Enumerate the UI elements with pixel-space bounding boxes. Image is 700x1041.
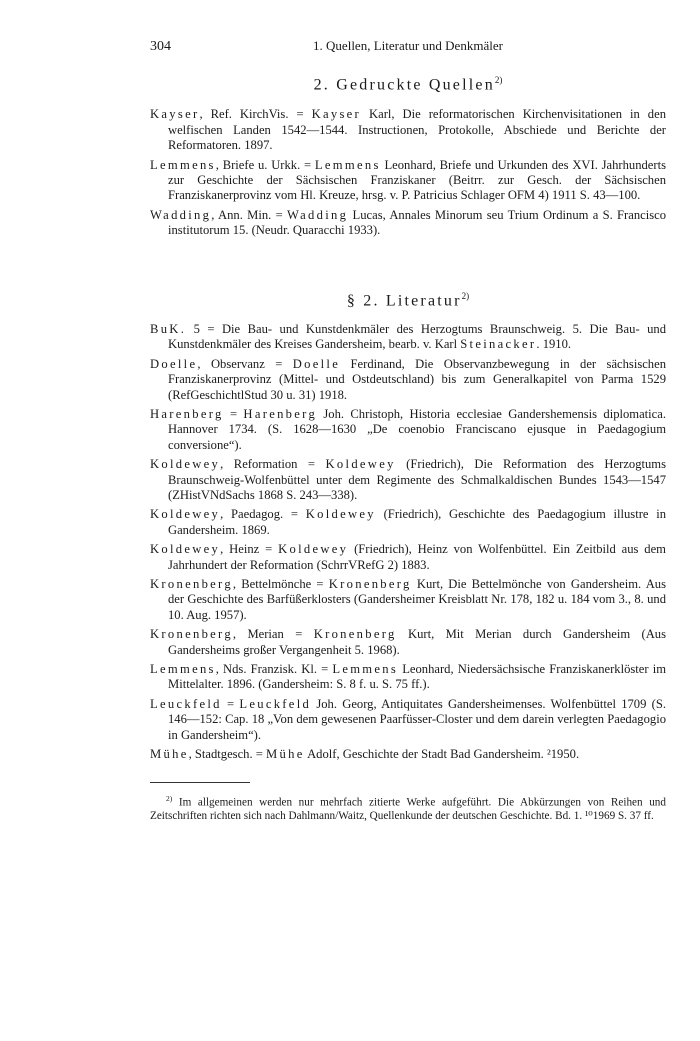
entry-key: Doelle [150,356,198,371]
entry-text: Leonhard, Briefe und Urkunden des XVI. Jahrhunderts zur Geschichte der Sächsischen Franziskaner (Beitrr. zur Gesch. der Sächsischen Franziskanerprovinz vom Hl. Kreuze, hrsg. v. P. Patricius Schlager OFM 4) 1911 S. 43—100. [168,157,666,203]
entry-author: Lemmens [332,662,399,677]
footnote-marker: 2) [166,794,173,804]
bibliography-entry [150,107,666,153]
entry-author: Harenberg [243,406,318,421]
bibliography-entry [150,407,666,453]
entry-author: Steinacker [460,337,537,352]
entry-author: Kayser [311,107,362,122]
page-number: 304 [150,39,171,54]
entry-author: Mühe [266,747,305,762]
section-title: 2. Gedruckte Quellen [313,76,495,94]
bibliography-entry [150,662,666,693]
entry-key: Lemmens [150,662,216,677]
entry-author: Leuckfeld [239,696,312,711]
entry-text: Kurt, Mit Merian durch Gandersheim (Aus Gandersheims großer Vergangenheit 5. 1968). [168,627,666,657]
entry-text: (Friedrich), Heinz von Wolfenbüttel. Ein Zeitbild aus dem Jahrhundert der Reformation (SchrrVRefG 2) 1883. [168,542,666,572]
entry-key: BuK. [150,321,187,336]
entry-key: Mühe [150,747,189,762]
bibliography-entry [150,627,666,658]
entry-text: Leonhard, Niedersächsische Franziskanerklöster im Mittelalter. 1896. (Gandersheim: S. 8 f. u. S. 75 ff.). [168,662,667,692]
running-head [150,38,666,58]
entry-key: Harenberg [150,406,224,421]
footnote-ref: 2) [494,75,503,85]
bibliography-entry [150,208,666,239]
entry-abbrev: = [221,696,240,711]
entry-author: Koldewey [278,542,349,557]
entry-text: Lucas, Annales Minorum seu Trium Ordinum a S. Francisco institutorum 15. (Neudr. Quaracchi 1933). [168,207,666,238]
footnote-ref: 2) [461,290,470,301]
entry-abbrev: , Briefe u. Urkk. = [215,157,315,172]
entry-key: Kayser [150,107,200,122]
entry-text: (Friedrich), Geschichte des Paedagogium illustre in Gandersheim. 1869. [168,507,666,537]
document-page [150,38,666,823]
entry-abbrev: , Heinz = [220,542,279,557]
entry-key: Leuckfeld [150,696,222,711]
section-title: § 2. Literatur [346,291,462,309]
bibliography-entry [150,457,666,503]
entry-text: Adolf, Geschichte der Stadt Bad Gandersheim. ²1950. [304,747,580,762]
bibliography-entry [150,158,666,204]
bibliography-entry [150,747,666,762]
entry-abbrev: , Reformation = [220,457,326,472]
entry-text: Joh. Georg, Antiquitates Gandersheimenses. Wolfenbüttel 1709 (S. 146—152: Cap. 18 „Von dem gewesenen Paarfüsser-Closter und dem darein verlegten Paedagogio in Gandersheim“). [168,696,666,742]
entry-abbrev: , Stadtgesch. = [188,747,267,762]
entry-abbrev: = [223,406,244,421]
footnote [150,792,666,823]
entry-key: Koldewey [150,542,221,557]
entry-key: Lemmens [150,157,216,172]
entry-author: Koldewey [305,507,376,522]
quellen-list [150,107,666,238]
entry-author: Wadding [286,207,349,222]
entry-key: Koldewey [150,507,221,522]
bibliography-entry [150,542,666,573]
entry-abbrev: , Bettelmönche = [232,577,329,591]
entry-text: Joh. Christoph, Historia ecclesiae Gandershemensis diplomatica. Hannover 1734. (S. 1628—1630 „De coenobio Franciscano ejusque in Paedagogium conversione“). [168,406,667,452]
entry-text: Karl, Die reformatorischen Kirchenvisitationen in den welfischen Landen 1542—1544. Instructionen, Protokolle, Abschiede und Berichte der Reformatoren. 1897. [168,107,666,153]
entry-author: Koldewey [325,457,396,472]
entry-abbrev: , Nds. Franzisk. Kl. = [215,662,333,677]
entry-author: Doelle [292,356,341,371]
entry-text: Kurt, Die Bettelmönche von Gandersheim. Aus der Geschichte des Barfüßerklosters (Gandersheimer Kreisblatt Nr. 178, 182 u. 184 vom 3., 8. und 10. Aug. 1957). [168,577,667,622]
entry-text: (Friedrich), Die Reformation des Herzogtums Braunschweig-Wolfenbüttel unter dem Regimente des Schmalkaldischen Bundes 1543—1547 (ZHistVNdSachs 1868 S. 243—338). [168,457,666,502]
bibliography-entry [150,507,666,538]
entry-author: Kronenberg [328,577,412,591]
entry-abbrev: 5 = Die Bau- und Kunstdenkmäler des Herzogtums Braunschweig. 5. Die Bau- und Kunstdenkmäler des Kreises Gandersheim, bearb. v. Karl [168,321,666,352]
entry-author: Lemmens [314,157,381,172]
entry-key: Koldewey [150,457,221,472]
entry-abbrev: , Ann. Min. = [211,207,287,222]
entry-text: . 1910. [536,337,572,352]
entry-author: Kronenberg [313,627,397,642]
entry-key: Wadding [150,207,212,222]
entry-text: Ferdinand, Die Observanzbewegung in der sächsischen Franziskanerprovinz (Mittel- und Ostdeutschland) bis zum Generalkapitel von Parma 1529 (RefGeschichtlStud 30 u. 31) 1918. [168,356,666,402]
section-heading-gedruckte-quellen [150,75,666,94]
entry-abbrev: , Paedagog. = [220,507,306,522]
bibliography-entry [150,697,666,743]
footnote-text: Im allgemeinen werden nur mehrfach zitierte Werke aufgeführt. Die Abkürzungen von Reihen und Zeitschriften richten sich nach Dahlmann/Waitz, Quellenkunde der deutschen Geschichte. Bd. 1. ¹⁰1969 S. 37 ff. [150,797,666,823]
literatur-list [150,322,666,763]
entry-key: Kronenberg [150,627,233,642]
footnote-rule [150,782,250,783]
bibliography-entry [150,577,666,623]
section-heading-literatur [150,291,666,310]
running-title: 1. Quellen, Literatur und Denkmäler [313,38,503,53]
entry-key: Kronenberg [150,577,233,591]
bibliography-entry [150,322,666,353]
entry-abbrev: , Observanz = [197,356,293,371]
entry-abbrev: , Ref. KirchVis. = [199,107,312,122]
entry-abbrev: , Merian = [232,627,314,642]
bibliography-entry [150,357,666,403]
